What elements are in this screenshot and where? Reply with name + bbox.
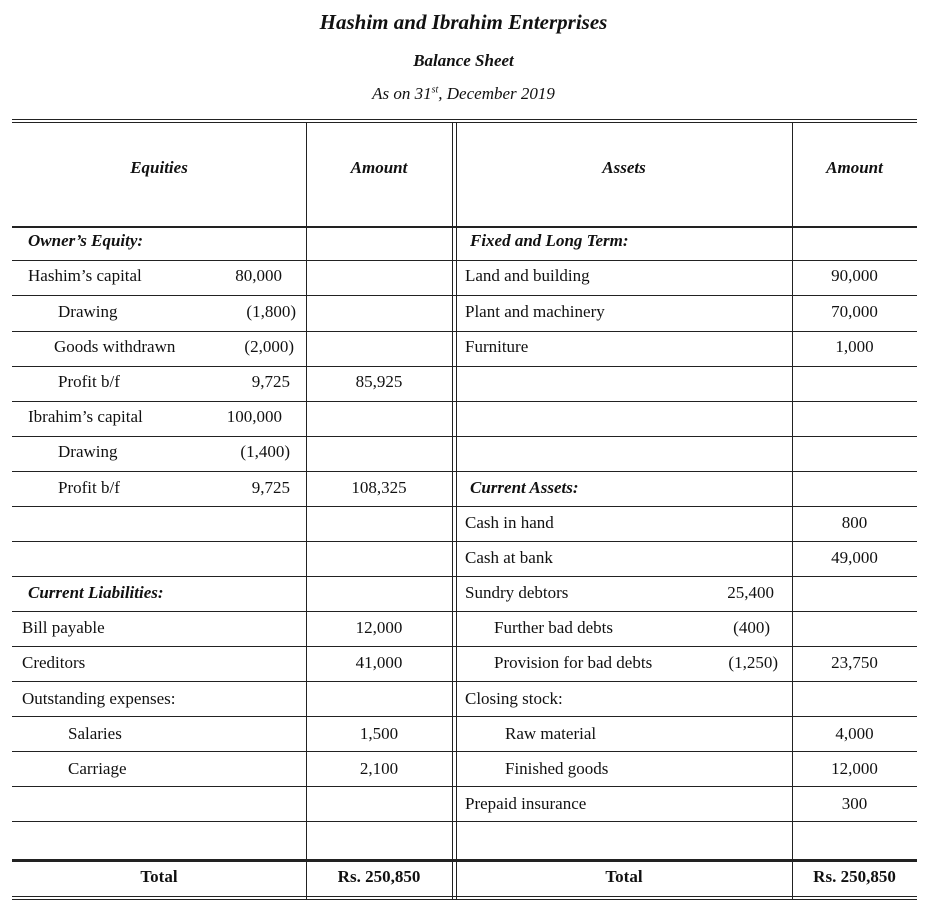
col-header-equities: Equities [130, 158, 188, 177]
section-current-liabilities: Current Liabilities: [28, 583, 164, 602]
section-current-assets: Current Assets: [470, 478, 579, 497]
salaries-label: Salaries [68, 724, 122, 743]
furniture-value: 1,000 [835, 337, 874, 356]
grid-line [12, 751, 917, 752]
ibrahim-drawing-label: Drawing [58, 442, 118, 461]
left-total-value: Rs. 250,850 [337, 867, 421, 886]
goods-withdrawn-value: (2,000) [244, 337, 294, 356]
grid-line [12, 436, 917, 437]
grid-line [12, 896, 917, 897]
grid-line [12, 541, 917, 542]
grid-line [452, 122, 453, 899]
grid-line [12, 119, 917, 120]
creditors-label: Creditors [22, 653, 86, 672]
grid-line [12, 786, 917, 787]
date-suffix-sup: st [431, 84, 439, 96]
grid-line [12, 646, 917, 647]
grid-line [12, 226, 917, 228]
right-total-label: Total [605, 867, 643, 886]
raw-material-value: 4,000 [835, 724, 874, 743]
hashim-profit-value: 9,725 [251, 372, 290, 391]
grid-line [12, 681, 917, 682]
grid-line [792, 122, 793, 899]
grid-line [12, 899, 917, 900]
prepaid-insurance-value: 300 [841, 794, 868, 813]
creditors-value: 41,000 [355, 653, 403, 672]
ibrahim-total-value: 108,325 [351, 478, 407, 497]
grid-line [12, 401, 917, 402]
provision-bad-debts-label: Provision for bad debts [494, 653, 653, 672]
grid-line [12, 576, 917, 577]
section-fixed-assets: Fixed and Long Term: [470, 231, 629, 250]
finished-goods-label: Finished goods [505, 759, 609, 778]
right-total-value: Rs. 250,850 [813, 867, 896, 886]
date-rest: , December 2019 [438, 84, 555, 103]
grid-line [12, 260, 917, 261]
col-header-assets: Assets [602, 158, 646, 177]
grid-line [12, 122, 917, 123]
grid-line [12, 295, 917, 296]
ibrahim-capital-value: 100,000 [226, 407, 282, 426]
left-total-label: Total [140, 867, 178, 886]
furniture-label: Furniture [465, 337, 529, 356]
plant-machinery-label: Plant and machinery [465, 302, 605, 321]
carriage-value: 2,100 [359, 759, 399, 778]
goods-withdrawn-label: Goods withdrawn [54, 337, 176, 356]
grid-line [12, 471, 917, 472]
cash-at-bank-label: Cash at bank [465, 548, 553, 567]
col-header-amount-right: Amount [826, 158, 883, 177]
ibrahim-profit-label: Profit b/f [58, 478, 120, 497]
date-prefix: As on 31 [372, 84, 432, 103]
further-bad-debts-label: Further bad debts [494, 618, 613, 637]
section-owners-equity: Owner’s Equity: [28, 231, 144, 250]
hashim-capital-value: 80,000 [235, 266, 282, 285]
hashim-profit-label: Profit b/f [58, 372, 120, 391]
grid-line [456, 122, 457, 899]
company-name: Hashim and Ibrahim Enterprises [319, 10, 608, 34]
statement-title: Balance Sheet [413, 51, 514, 70]
sundry-debtors-label: Sundry debtors [465, 583, 569, 602]
further-bad-debts-value: (400) [733, 618, 770, 637]
salaries-value: 1,500 [359, 724, 399, 743]
grid-line [12, 331, 917, 332]
hashim-total-value: 85,925 [355, 372, 403, 391]
grid-line [12, 506, 917, 507]
provision-bad-debts-value: (1,250) [728, 653, 778, 672]
land-building-label: Land and building [465, 266, 590, 285]
hashim-capital-label: Hashim’s capital [28, 266, 142, 285]
ibrahim-capital-label: Ibrahim’s capital [28, 407, 143, 426]
closing-stock-label: Closing stock: [465, 689, 563, 708]
grid-line [12, 716, 917, 717]
hashim-drawing-value: (1,800) [246, 302, 296, 321]
col-header-amount-left: Amount [350, 158, 408, 177]
statement-date [0, 84, 927, 104]
grid-line [306, 122, 307, 899]
outstanding-expenses-label: Outstanding expenses: [22, 689, 176, 708]
raw-material-label: Raw material [505, 724, 597, 743]
debtors-net-value: 23,750 [831, 653, 878, 672]
cash-at-bank-value: 49,000 [831, 548, 878, 567]
cash-in-hand-value: 800 [841, 513, 868, 532]
carriage-label: Carriage [68, 759, 127, 778]
ibrahim-profit-value: 9,725 [251, 478, 290, 497]
ibrahim-drawing-value: (1,400) [240, 442, 290, 461]
cash-in-hand-label: Cash in hand [465, 513, 554, 532]
grid-line [12, 821, 917, 822]
plant-machinery-value: 70,000 [831, 302, 878, 321]
sundry-debtors-value: 25,400 [727, 583, 774, 602]
grid-line [12, 859, 917, 862]
grid-line [12, 366, 917, 367]
grid-line [12, 611, 917, 612]
finished-goods-value: 12,000 [831, 759, 878, 778]
hashim-drawing-label: Drawing [58, 302, 118, 321]
prepaid-insurance-label: Prepaid insurance [465, 794, 587, 813]
bill-payable-value: 12,000 [355, 618, 403, 637]
bill-payable-label: Bill payable [22, 618, 105, 637]
land-building-value: 90,000 [831, 266, 878, 285]
